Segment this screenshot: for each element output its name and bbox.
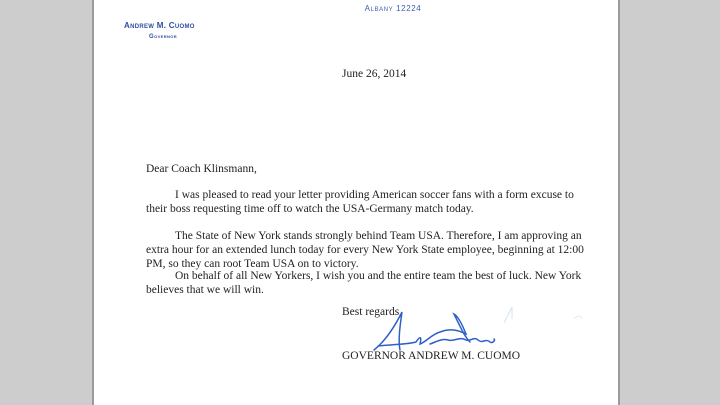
letter-date: June 26, 2014 bbox=[342, 68, 407, 80]
letterhead-sender-name: Andrew M. Cuomo bbox=[124, 21, 195, 30]
letterhead-city: Albany 12224 bbox=[364, 4, 422, 13]
salutation: Dear Coach Klinsmann, bbox=[146, 163, 257, 175]
scan-artifact bbox=[494, 303, 604, 327]
signature-name: GOVERNOR ANDREW M. CUOMO bbox=[342, 350, 521, 362]
paragraph-1: I was pleased to read your letter providing American soccer fans with a form excuse to their boss requesting time off to watch the USA-Germany match today. bbox=[146, 189, 574, 215]
letter-page bbox=[92, 0, 620, 405]
letterhead-sender-title: Governor bbox=[149, 34, 178, 40]
paragraph-2: The State of New York stands strongly behind Team USA. Therefore, I am approving an extra hour for an extended lunch today for every New York State employee, beginning at 12:00 PM, so they can root Team USA on to victory. bbox=[146, 230, 584, 270]
paragraph-3: On behalf of all New Yorkers, I wish you and the entire team the best of luck. New York believes that we will win. bbox=[146, 270, 582, 296]
closing: Best regards, bbox=[342, 306, 403, 318]
